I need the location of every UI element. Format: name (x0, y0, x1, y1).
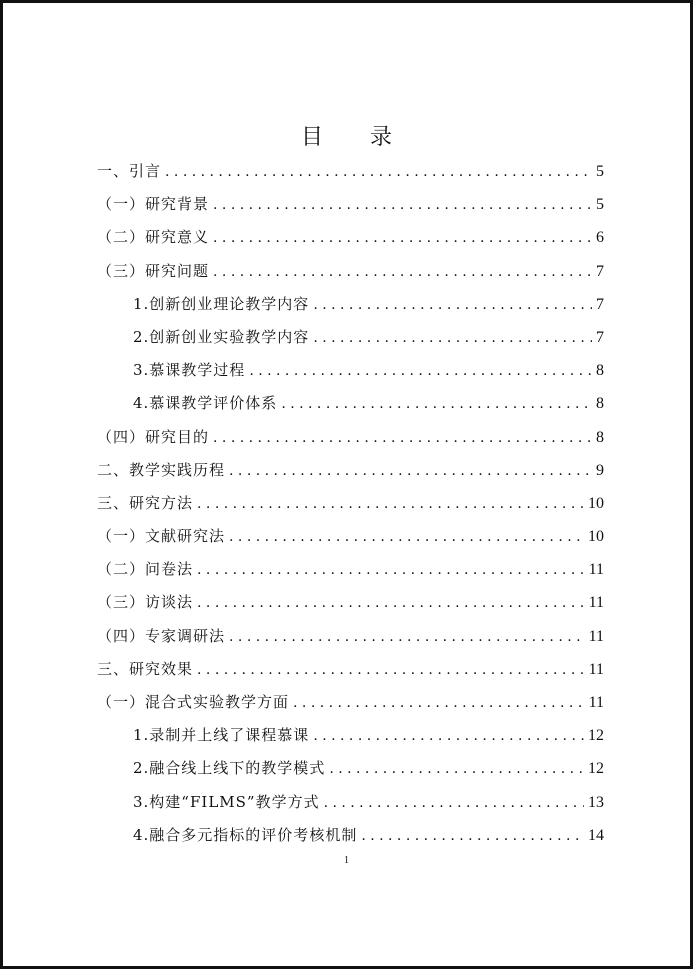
toc-entry[interactable] (97, 155, 604, 188)
dot-leader (197, 587, 585, 620)
toc-entry-page: 11 (588, 694, 604, 711)
toc-entry-label: （二）研究意义 (97, 228, 210, 247)
dot-leader (197, 488, 584, 521)
dot-leader (313, 720, 584, 753)
toc-entry-label: （三）访谈法 (97, 593, 194, 612)
dot-leader (313, 322, 592, 355)
toc-entry[interactable] (97, 188, 604, 221)
toc-entry-page: 13 (588, 793, 604, 811)
toc-entry-label: （一）研究背景 (97, 195, 210, 214)
toc-entry[interactable] (97, 255, 604, 288)
toc-entry[interactable] (97, 421, 604, 454)
dot-leader (293, 687, 585, 720)
toc-entry-page: 10 (588, 528, 604, 546)
toc-entry-page: 9 (596, 461, 604, 479)
toc-entry-page: 8 (596, 395, 604, 413)
toc-entry-page: 10 (588, 494, 604, 512)
toc-entry[interactable] (97, 387, 604, 420)
toc-entry-label: 1.录制并上线了课程慕课 (133, 726, 310, 745)
toc-entry[interactable] (97, 586, 604, 619)
toc-entry-label: （二）问卷法 (97, 560, 194, 579)
toc-entry[interactable] (97, 786, 604, 819)
page-number: 1 (344, 855, 349, 866)
toc-entry-label: 1.创新创业理论教学内容 (133, 294, 310, 313)
toc-entry[interactable] (97, 288, 604, 321)
toc-entry-page: 7 (596, 262, 604, 280)
toc-title: 目 录 (301, 125, 412, 150)
toc-entry[interactable] (97, 553, 604, 586)
toc-entry-page: 6 (596, 229, 604, 247)
toc-entry-page: 11 (588, 561, 604, 579)
toc-entry-page: 11 (588, 594, 604, 612)
dot-leader (313, 289, 592, 322)
toc-entry-page: 11 (588, 627, 604, 645)
toc-entry[interactable] (97, 321, 604, 354)
toc-entry-label: 3.慕课教学过程 (133, 361, 246, 380)
toc-entry-page: 12 (588, 727, 604, 745)
toc-entry-label: （一）文献研究法 (97, 527, 226, 546)
toc-entry-label: （四）专家调研法 (97, 626, 226, 645)
toc-entry[interactable] (97, 354, 604, 387)
dot-leader (229, 621, 585, 654)
toc-entry-page: 8 (596, 362, 604, 380)
toc-entry-label: 3.构建“FILMS”教学方式 (133, 792, 320, 811)
table-of-contents (97, 155, 604, 852)
toc-entry-label: 2.创新创业实验教学内容 (133, 327, 310, 346)
toc-entry-label: 一、引言 (97, 162, 162, 180)
dot-leader (213, 189, 592, 222)
toc-entry-page: 11 (588, 660, 604, 678)
toc-entry-label: 2.融合线上线下的教学模式 (133, 759, 326, 778)
toc-entry[interactable] (97, 686, 604, 719)
toc-entry-page: 14 (588, 826, 604, 844)
toc-entry-page: 7 (596, 295, 604, 313)
toc-entry[interactable] (97, 819, 604, 852)
toc-entry-label: （三）研究问题 (97, 261, 210, 280)
toc-entry-label: 三、研究方法 (97, 493, 194, 512)
dot-leader (229, 455, 592, 488)
dot-leader (249, 355, 592, 388)
dot-leader (213, 422, 592, 455)
toc-entry-label: （四）研究目的 (97, 427, 210, 446)
toc-entry[interactable] (97, 752, 604, 785)
dot-leader (329, 753, 584, 786)
toc-entry-page: 12 (588, 760, 604, 778)
toc-entry-label: （一）混合式实验教学方面 (97, 693, 290, 711)
dot-leader (281, 388, 592, 421)
toc-entry-page: 5 (596, 196, 604, 214)
toc-entry-page: 8 (596, 428, 604, 446)
dot-leader (213, 256, 592, 289)
dot-leader (165, 156, 592, 189)
toc-entry[interactable] (97, 520, 604, 553)
toc-entry-label: 三、研究效果 (97, 659, 194, 678)
toc-entry[interactable] (97, 653, 604, 686)
toc-entry-page: 5 (596, 163, 604, 180)
dot-leader (197, 654, 585, 687)
dot-leader (213, 222, 592, 255)
toc-entry-label: 4.融合多元指标的评价考核机制 (133, 825, 358, 844)
toc-entry-label: 二、教学实践历程 (97, 460, 226, 479)
dot-leader (197, 554, 585, 587)
dot-leader (324, 787, 584, 820)
toc-entry-page: 7 (596, 328, 604, 346)
toc-entry[interactable] (97, 454, 604, 487)
dot-leader (229, 521, 584, 554)
toc-entry[interactable] (97, 620, 604, 653)
toc-entry[interactable] (97, 221, 604, 254)
toc-entry[interactable] (97, 487, 604, 520)
dot-leader (361, 820, 584, 853)
toc-entry[interactable] (97, 719, 604, 752)
toc-entry-label: 4.慕课教学评价体系 (133, 394, 278, 413)
